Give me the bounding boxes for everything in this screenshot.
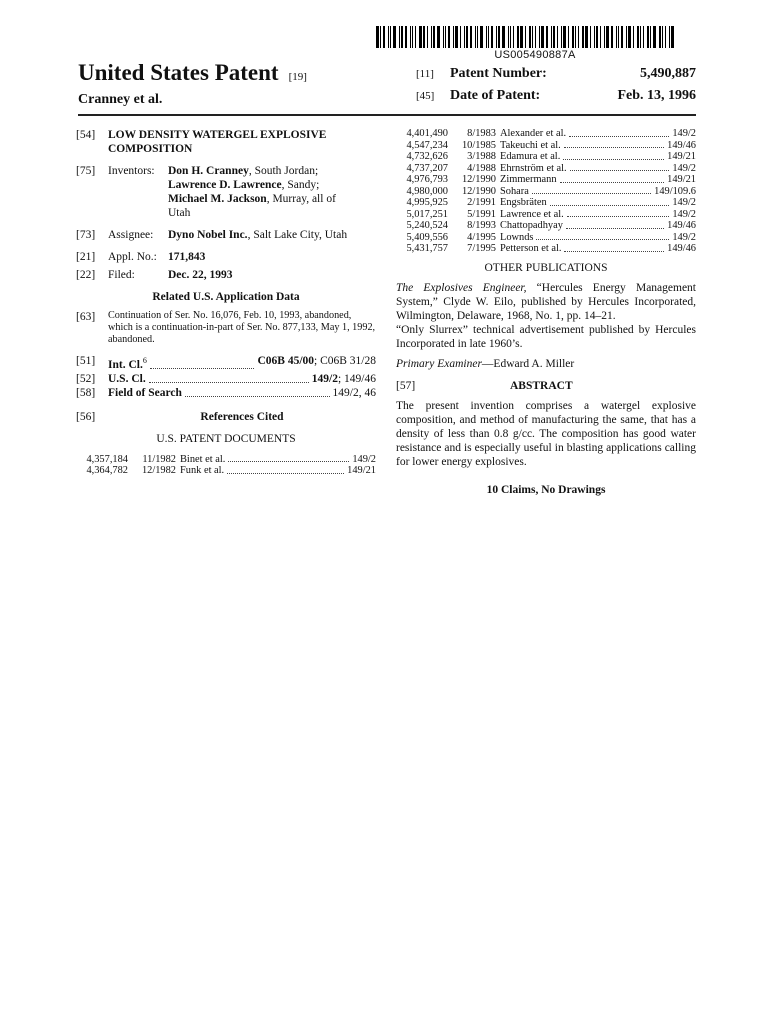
barcode-bar — [380, 26, 381, 48]
reference-number: 4,547,234 — [406, 139, 448, 151]
barcode-number: US005490887A — [494, 49, 576, 61]
continuation-field — [76, 310, 376, 346]
reference-row — [396, 232, 696, 244]
barcode-bar — [590, 26, 591, 48]
barcode-bar — [433, 26, 435, 48]
appl-number: 171,843 — [168, 251, 206, 263]
barcode-bar — [466, 26, 468, 48]
barcode-bar — [529, 26, 531, 48]
assignee-field — [76, 228, 376, 242]
int-cl-edition: 6 — [142, 356, 147, 365]
inventor-name: Lawrence D. Lawrence — [168, 179, 282, 191]
barcode-bar — [575, 26, 576, 48]
assignee-place: , Salt Lake City, Utah — [247, 229, 348, 241]
reference-row — [396, 243, 696, 255]
leader-dots — [185, 386, 330, 397]
inventor-place: , Murray, all of — [266, 193, 336, 205]
barcode-bar — [517, 26, 519, 48]
barcode-bar — [443, 26, 444, 48]
appl-field — [76, 250, 376, 264]
barcode-bar — [388, 26, 389, 48]
patent-number-label: Patent Number: — [450, 66, 547, 81]
reference-class: 149/46 — [667, 243, 696, 254]
reference-date: 3/1988 — [467, 151, 496, 162]
reference-inventor: Funk et al. — [180, 465, 225, 477]
assignee-label: Assignee: — [108, 229, 154, 241]
inventor-place: Utah — [168, 207, 191, 219]
continuation-text: Continuation of Ser. No. 16,076, Feb. 10, 1993, abandoned, which is a continuation-in-part of Ser. No. 877,133, May 1, 1992, abandoned. — [108, 310, 376, 345]
field-code: [58] — [76, 386, 96, 399]
reference-class: 149/46 — [667, 220, 696, 231]
reference-row — [396, 197, 696, 209]
patent-title-line — [78, 60, 398, 86]
us-cl-primary: 149/2 — [311, 372, 338, 385]
inventors-label: Inventors: — [108, 165, 155, 177]
filed-label: Filed: — [108, 269, 135, 281]
barcode-bar — [650, 26, 651, 48]
barcode-bar — [491, 26, 493, 48]
barcode-bar — [653, 26, 656, 48]
search-label: Field of Search — [108, 386, 182, 399]
field-code: [22] — [76, 269, 96, 281]
reference-row — [396, 163, 696, 175]
leader-dots — [150, 354, 255, 369]
leader-dots — [563, 151, 664, 160]
patent-header-right — [416, 66, 696, 110]
reference-number: 4,737,207 — [406, 162, 448, 174]
barcode-bar — [596, 26, 598, 48]
barcode-bar — [390, 26, 391, 48]
reference-class: 149/2 — [672, 197, 696, 208]
barcode-bar — [606, 26, 609, 48]
examiner-label: Primary Examiner — [396, 357, 482, 370]
leader-dots — [564, 243, 664, 252]
barcode-bar — [546, 26, 548, 48]
barcode-bar — [568, 26, 569, 48]
right-column — [396, 128, 696, 497]
leader-dots — [560, 174, 665, 183]
reference-inventor: Lownds — [500, 231, 534, 243]
title-code: [19] — [288, 71, 307, 83]
leader-dots — [228, 454, 349, 463]
reference-inventor: Lawrence et al. — [500, 208, 564, 220]
reference-date: 4/1988 — [467, 162, 496, 174]
appl-label: Appl. No.: — [108, 251, 157, 263]
reference-number: 4,357,184 — [86, 453, 128, 465]
reference-date: 7/1995 — [467, 243, 496, 254]
barcode-bar — [572, 26, 574, 48]
barcode-bar — [401, 26, 403, 48]
publication-entry: “Only Slurrex” technical advertisement published by Hercules Incorporated in late 1960’s. — [396, 323, 696, 350]
reference-row — [396, 220, 696, 232]
barcode-bar — [616, 26, 617, 48]
reference-inventor: Alexander et al. — [500, 128, 567, 139]
barcode-bar — [618, 26, 619, 48]
leader-dots — [532, 186, 651, 195]
field-code: [56] — [76, 410, 96, 423]
search-field-row — [76, 386, 376, 400]
reference-inventor: Petterson et al. — [500, 243, 562, 254]
reference-date: 2/1991 — [467, 197, 496, 208]
barcode-bar — [431, 26, 432, 48]
barcode-bar — [532, 26, 533, 48]
barcode-bar — [611, 26, 613, 48]
reference-inventor: Ehrnström et al. — [500, 162, 567, 174]
reference-row — [396, 174, 696, 186]
reference-date: 11/1982 — [142, 453, 176, 465]
inventors-field — [76, 164, 376, 220]
reference-number: 5,240,524 — [406, 220, 448, 231]
barcode-bar — [437, 26, 440, 48]
barcode-bar — [643, 26, 644, 48]
invention-title-line2: COMPOSITION — [108, 143, 193, 155]
us-docs-heading: U.S. PATENT DOCUMENTS — [156, 432, 296, 445]
barcode-bar — [585, 26, 588, 48]
reference-inventor: Engsbräten — [500, 197, 547, 208]
barcode-bar — [464, 26, 465, 48]
barcode-bar — [539, 26, 540, 48]
reference-class: 149/2 — [672, 208, 696, 220]
barcode-bar — [551, 26, 552, 48]
reference-number: 4,401,490 — [406, 128, 448, 139]
refs-cited-heading: References Cited — [200, 410, 284, 423]
barcode-bar — [419, 26, 422, 48]
abstract-text: The present invention comprises a watergel explosive composition, and method of manufacturing the same, that has a density of less than 0.8 g/cc. The composition has good water resistance and is especially useful in blasting applications calling for lower energy explosives. — [396, 399, 696, 468]
barcode-bar — [628, 26, 631, 48]
reference-row — [396, 186, 696, 198]
reference-class: 149/21 — [667, 151, 696, 162]
reference-number: 4,364,782 — [86, 465, 128, 477]
other-publications-heading: OTHER PUBLICATIONS — [484, 261, 608, 274]
reference-row — [396, 128, 696, 140]
barcode-bar — [659, 26, 661, 48]
patent-date: Feb. 13, 1996 — [617, 88, 696, 103]
barcode-bar — [578, 26, 579, 48]
leader-dots — [550, 197, 670, 206]
barcode-bar — [541, 26, 544, 48]
barcode-bar — [665, 26, 666, 48]
left-reference-list — [76, 454, 376, 477]
abstract-heading: ABSTRACT — [510, 379, 573, 392]
leader-dots — [570, 163, 670, 172]
reference-number: 5,431,757 — [406, 243, 448, 254]
barcode-bar — [460, 26, 461, 48]
reference-row — [396, 209, 696, 221]
barcode-bar — [594, 26, 595, 48]
barcode-bar — [520, 26, 523, 48]
patent-header-left — [78, 60, 398, 108]
reference-class: 149/21 — [667, 174, 696, 185]
leader-dots — [149, 372, 309, 383]
reference-date: 5/1991 — [467, 208, 496, 220]
filed-date: Dec. 22, 1993 — [168, 269, 233, 281]
patent-number-row — [416, 66, 696, 88]
leader-dots — [564, 140, 664, 149]
field-code: [75] — [76, 165, 96, 177]
barcode-bar — [423, 26, 425, 48]
barcode-bar — [621, 26, 623, 48]
inventor-name: Michael M. Jackson — [168, 193, 267, 205]
barcode-bar — [508, 26, 509, 48]
reference-date: 12/1982 — [141, 465, 176, 477]
publication-details: “Hercules Energy Management System,” Clyde W. Eilo, published by Hercules Incorporated, Wilmington, Delaware, 1968, No. 1, pp. 14–21. — [396, 281, 696, 322]
reference-class: 149/46 — [667, 139, 696, 151]
reference-class: 149/2 — [672, 231, 696, 243]
barcode-bar — [633, 26, 634, 48]
related-data-heading: Related U.S. Application Data — [152, 291, 300, 303]
barcode-bar — [405, 26, 407, 48]
barcode-bar — [626, 26, 627, 48]
barcode-bar — [525, 26, 526, 48]
reference-class: 149/21 — [347, 465, 376, 477]
us-cl-label: U.S. Cl. — [108, 372, 146, 385]
barcode-bar — [410, 26, 411, 48]
barcode-bar — [604, 26, 605, 48]
barcode-bar — [600, 26, 601, 48]
reference-date: 4/1995 — [467, 231, 496, 243]
reference-inventor: Binet et al. — [180, 453, 226, 465]
reference-inventor: Takeuchi et al. — [500, 139, 561, 151]
left-column — [76, 128, 376, 477]
patent-office-title: United States Patent — [78, 60, 279, 85]
leader-dots — [567, 209, 670, 218]
barcode-bar — [563, 26, 566, 48]
reference-number: 4,995,925 — [406, 197, 448, 208]
int-cl-secondary: ; C06B 31/28 — [314, 355, 376, 367]
barcode-bar — [561, 26, 562, 48]
barcode-bar — [582, 26, 584, 48]
reference-number: 5,409,556 — [406, 231, 448, 243]
barcode-bar — [383, 26, 385, 48]
barcode-bar — [662, 26, 663, 48]
barcode-bar — [498, 26, 500, 48]
reference-date: 8/1983 — [467, 128, 496, 139]
reference-inventor: Edamura et al. — [500, 151, 561, 162]
field-code: [52] — [76, 372, 96, 385]
refs-cited-field — [76, 410, 376, 430]
barcode-bar — [480, 26, 483, 48]
patent-author: Cranney et al. — [78, 92, 163, 107]
patent-date-label: Date of Patent: — [450, 88, 541, 103]
barcode-bar — [502, 26, 505, 48]
barcode-bar — [488, 26, 489, 48]
barcode-bar — [486, 26, 487, 48]
title-field — [76, 128, 376, 156]
barcode-bar — [510, 26, 511, 48]
leader-dots — [536, 232, 669, 241]
reference-inventor: Sohara — [500, 185, 529, 197]
barcode-bar — [475, 26, 476, 48]
reference-number: 5,017,251 — [406, 208, 448, 220]
reference-class: 149/109.6 — [654, 185, 696, 197]
search-value: 149/2, 46 — [332, 386, 376, 399]
claims-summary: 10 Claims, No Drawings — [486, 483, 606, 496]
barcode-bar — [448, 26, 450, 48]
barcode — [376, 26, 694, 61]
barcode-bar — [393, 26, 396, 48]
publication-title: The Explosives Engineer, — [396, 281, 527, 294]
field-code: [51] — [76, 355, 96, 367]
patent-date-code: [45] — [416, 90, 435, 102]
barcode-bar — [640, 26, 641, 48]
barcode-bar — [412, 26, 413, 48]
patent-date-row — [416, 88, 696, 110]
barcode-bar — [535, 26, 536, 48]
filed-field — [76, 268, 376, 282]
field-code: [63] — [76, 311, 96, 323]
reference-date: 12/1990 — [461, 185, 496, 197]
abstract-heading-row — [396, 379, 696, 393]
reference-date: 10/1985 — [461, 139, 496, 151]
barcode-bar — [376, 26, 379, 48]
assignee-name: Dyno Nobel Inc. — [168, 229, 248, 241]
reference-row — [76, 454, 376, 466]
inventor-name: Don H. Cranney — [168, 165, 249, 177]
reference-row — [396, 151, 696, 163]
reference-inventor: Zimmermann — [500, 174, 557, 185]
barcode-bar — [453, 26, 454, 48]
int-cl-row — [76, 354, 376, 372]
us-cl-row — [76, 372, 376, 386]
patent-number-code: [11] — [416, 68, 434, 80]
reference-inventor: Chattopadhyay — [500, 220, 563, 231]
reference-date: 12/1990 — [461, 174, 496, 185]
us-cl-secondary: ; 149/46 — [337, 372, 376, 385]
field-code: [21] — [76, 251, 96, 263]
field-code: [57] — [396, 379, 416, 392]
header-divider — [78, 114, 696, 116]
patent-number: 5,490,887 — [640, 66, 696, 81]
reference-class: 149/2 — [352, 453, 376, 465]
examiner-line — [396, 357, 696, 371]
barcode-bars — [376, 26, 694, 48]
int-cl-primary: C06B 45/00 — [257, 355, 315, 367]
barcode-bar — [557, 26, 558, 48]
barcode-bar — [445, 26, 446, 48]
barcode-bar — [671, 26, 674, 48]
field-code: [73] — [76, 229, 96, 241]
inventor-place: , Sandy; — [281, 179, 320, 191]
int-cl-label: Int. Cl. — [108, 358, 143, 371]
barcode-bar — [399, 26, 400, 48]
barcode-bar — [637, 26, 639, 48]
barcode-bar — [513, 26, 514, 48]
barcode-bar — [470, 26, 472, 48]
reference-number: 4,980,000 — [406, 185, 448, 197]
reference-row — [396, 140, 696, 152]
barcode-bar — [669, 26, 670, 48]
leader-dots — [569, 128, 669, 137]
barcode-bar — [455, 26, 458, 48]
invention-title-line1: LOW DENSITY WATERGEL EXPLOSIVE — [108, 129, 327, 141]
leader-dots — [227, 465, 344, 474]
reference-number: 4,732,626 — [406, 151, 448, 162]
barcode-bar — [415, 26, 416, 48]
reference-class: 149/2 — [672, 162, 696, 174]
reference-row — [76, 465, 376, 477]
barcode-bar — [427, 26, 428, 48]
leader-dots — [566, 220, 664, 229]
reference-date: 8/1993 — [467, 220, 496, 231]
barcode-bar — [647, 26, 649, 48]
barcode-bar — [477, 26, 478, 48]
barcode-bar — [496, 26, 497, 48]
publication-entry — [396, 281, 696, 323]
inventor-place: , South Jordan; — [248, 165, 319, 177]
barcode-bar — [553, 26, 555, 48]
reference-class: 149/2 — [672, 128, 696, 139]
reference-number: 4,976,793 — [406, 174, 448, 185]
right-reference-list — [396, 128, 696, 255]
field-code: [54] — [76, 129, 96, 141]
examiner-name: —Edward A. Miller — [481, 357, 575, 370]
